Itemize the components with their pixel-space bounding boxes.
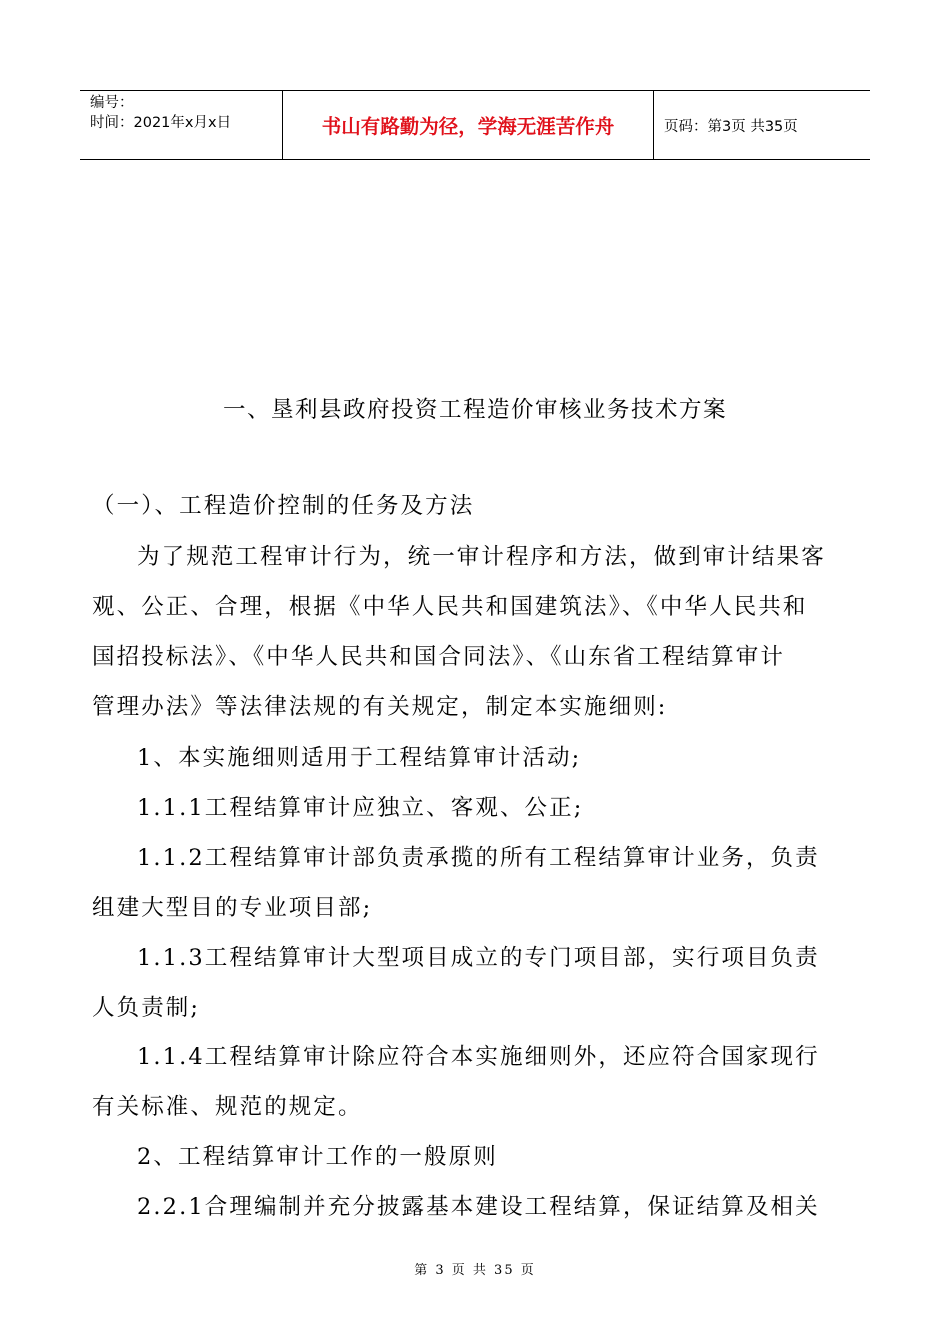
paragraph-line: 1.1.1工程结算审计应独立、客观、公正; — [137, 795, 584, 821]
paragraph-line: 国招投标法》、《中华人民共和国合同法》、《山东省工程结算审计 — [92, 644, 786, 670]
document-number-label: 编号： — [90, 95, 134, 111]
header-table — [80, 90, 870, 160]
paragraph-line: 2.2.1合理编制并充分披露基本建设工程结算，保证结算及相关 — [137, 1194, 820, 1220]
paragraph-line: 1.1.2工程结算审计部负责承揽的所有工程结算审计业务，负责 — [137, 845, 820, 871]
paragraph-line: 1.1.4工程结算审计除应符合本实施细则外，还应符合国家现行 — [137, 1044, 820, 1070]
header-left-cell — [80, 91, 282, 159]
paragraph-line: 1、本实施细则适用于工程结算审计活动; — [137, 745, 582, 771]
paragraph-line: 有关标准、规范的规定。 — [92, 1094, 363, 1120]
page-footer: 第 3 页 共 35 页 — [414, 1263, 536, 1278]
paragraph-line: 2、工程结算审计工作的一般原则 — [137, 1144, 498, 1170]
paragraph-line: 观、公正、合理，根据《中华人民共和国建筑法》、《中华人民共和 — [92, 594, 808, 620]
paragraph-line: 为了规范工程审计行为，统一审计程序和方法，做到审计结果客 — [137, 544, 826, 570]
section-heading: （一）、工程造价控制的任务及方法 — [92, 493, 475, 519]
document-time-label: 时间：2021年x月x日 — [90, 115, 232, 131]
paragraph-line: 管理办法》等法律法规的有关规定，制定本实施细则: — [92, 694, 668, 720]
paragraph-line: 人负责制; — [92, 995, 201, 1021]
document-title: 一、垦利县政府投资工程造价审核业务技术方案 — [222, 397, 727, 423]
paragraph-line: 1.1.3工程结算审计大型项目成立的专门项目部，实行项目负责 — [137, 945, 820, 971]
paragraph-line: 组建大型目的专业项目部; — [92, 895, 373, 921]
header-motto: 书山有路勤为径，学海无涯苦作舟 — [282, 91, 654, 159]
header-page-info: 页码：第3页 共35页 — [664, 118, 798, 135]
